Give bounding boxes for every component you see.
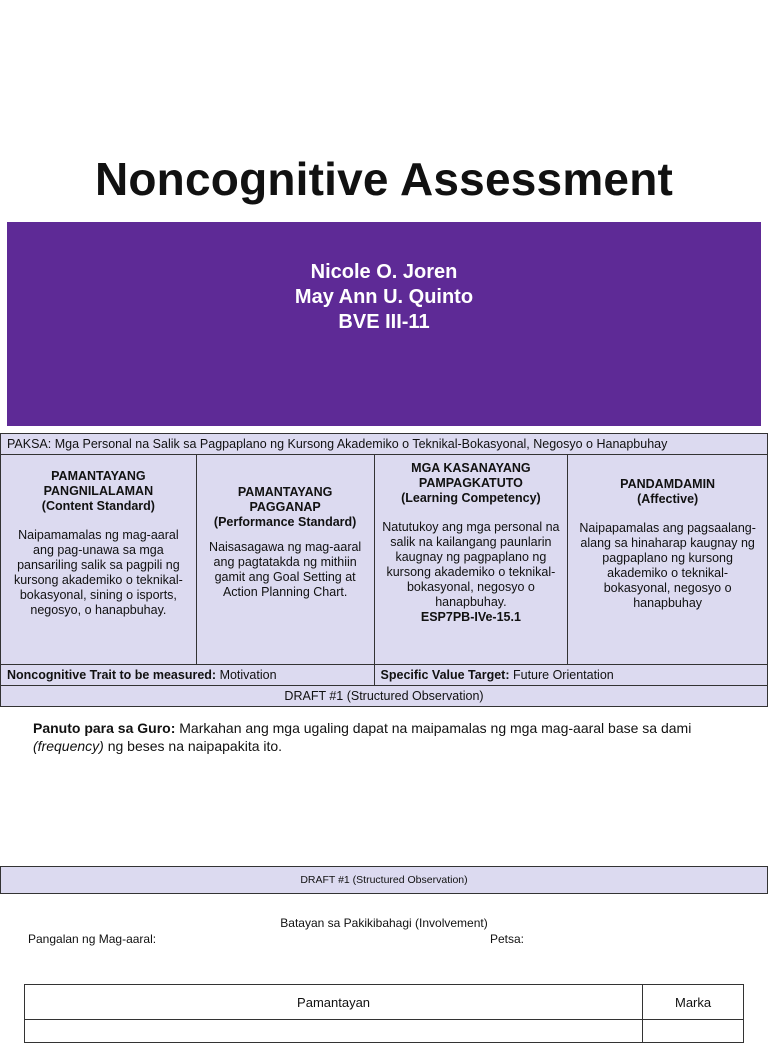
rubric-cell[interactable] — [25, 1020, 643, 1043]
draft-label: DRAFT #1 (Structured Observation) — [284, 689, 484, 703]
instructions-label: Panuto para sa Guro: — [33, 720, 176, 736]
teacher-instructions — [33, 719, 733, 755]
content-standard-title-2: PANGNILALAMAN — [43, 484, 154, 498]
competency-code: ESP7PB-IVe-15.1 — [420, 610, 521, 624]
performance-standard-title-2: PAGGANAP — [249, 500, 321, 514]
involvement-basis: Batayan sa Pakikibahagi (Involvement) — [280, 916, 488, 930]
trait-label: Noncognitive Trait to be measured: — [7, 668, 217, 682]
learning-competency-cell — [374, 455, 568, 665]
content-standard-subtitle: (Content Standard) — [41, 499, 155, 513]
section-label: BVE III-11 — [338, 311, 430, 333]
student-name-label: Pangalan ng Mag-aaral: — [28, 932, 157, 946]
instructions-italic: (frequency) — [33, 738, 104, 754]
instructions-text-2: ng beses na naipapakita ito. — [107, 738, 283, 754]
content-standard-title-1: PAMANTAYANG — [51, 469, 146, 483]
content-standard-text: Naipamamalas ng mag-aaral ang pag-unawa sa mga pansariling salik sa pagpili ng kursong akademiko o teknikal-bokasyonal, sining o isports, negosyo, o hanapbuhay. — [13, 528, 183, 617]
value-target-cell — [374, 665, 767, 686]
author-banner — [7, 222, 761, 426]
trait-cell — [1, 665, 375, 686]
paksa-text: PAKSA: Mga Personal na Salik sa Pagpaplano ng Kursong Akademiko o Teknikal-Bokasyonal, Negosyo o Hanapbuhay — [7, 437, 668, 451]
learning-competency-text: Natutukoy ang mga personal na salik na kailangang paunlarin kaugnay ng pagpaplano ng kursong akademiko o teknikal-bokasyonal, negosyo o hanapbuhay. — [382, 520, 560, 609]
affective-title: PANDAMDAMIN — [620, 477, 716, 491]
date-label: Petsa: — [490, 932, 525, 946]
learning-competency-title-1: MGA KASANAYANG — [411, 461, 531, 475]
affective-cell — [568, 455, 768, 665]
instructions-text-1: Markahan ang mga ugaling dapat na maipamalas ng mga mag-aaral base sa dami — [179, 720, 692, 736]
performance-standard-title-1: PAMANTAYANG — [237, 485, 333, 499]
affective-subtitle: (Affective) — [637, 492, 699, 506]
page-title: Noncognitive Assessment — [94, 153, 674, 205]
learning-competency-title-2: PAMPAGKATUTO — [418, 476, 523, 490]
rubric-header-score: Marka — [643, 985, 744, 1020]
affective-text: Naipapamalas ang pagsaalang-alang sa hinaharap kaugnay ng pagpaplano ng kursong akademiko o teknikal-bokasyonal, negosyo o hanapbuhay — [579, 521, 756, 610]
performance-standard-cell — [196, 455, 374, 665]
standards-table — [0, 433, 768, 707]
author-name-1: Nicole O. Joren — [310, 261, 458, 283]
performance-standard-text: Naisasagawa ng mag-aaral ang pagtatakda ng mithiin gamit ang Goal Setting at Action Planning Chart. — [209, 540, 362, 599]
performance-standard-subtitle: (Performance Standard) — [213, 515, 357, 529]
trait-value: Motivation — [219, 668, 277, 682]
draft-row — [1, 686, 768, 707]
rubric-score-cell[interactable] — [643, 1020, 744, 1043]
author-name-2: May Ann U. Quinto — [294, 286, 474, 308]
value-target-value: Future Orientation — [512, 668, 614, 682]
rubric-header-criteria: Pamantayan — [25, 985, 643, 1020]
draft-bar: DRAFT #1 (Structured Observation) — [0, 866, 768, 894]
learning-competency-subtitle: (Learning Competency) — [401, 491, 541, 505]
content-standard-cell — [1, 455, 197, 665]
paksa-row — [1, 434, 768, 455]
rubric-table — [24, 984, 744, 1043]
value-target-label: Specific Value Target: — [380, 668, 510, 682]
